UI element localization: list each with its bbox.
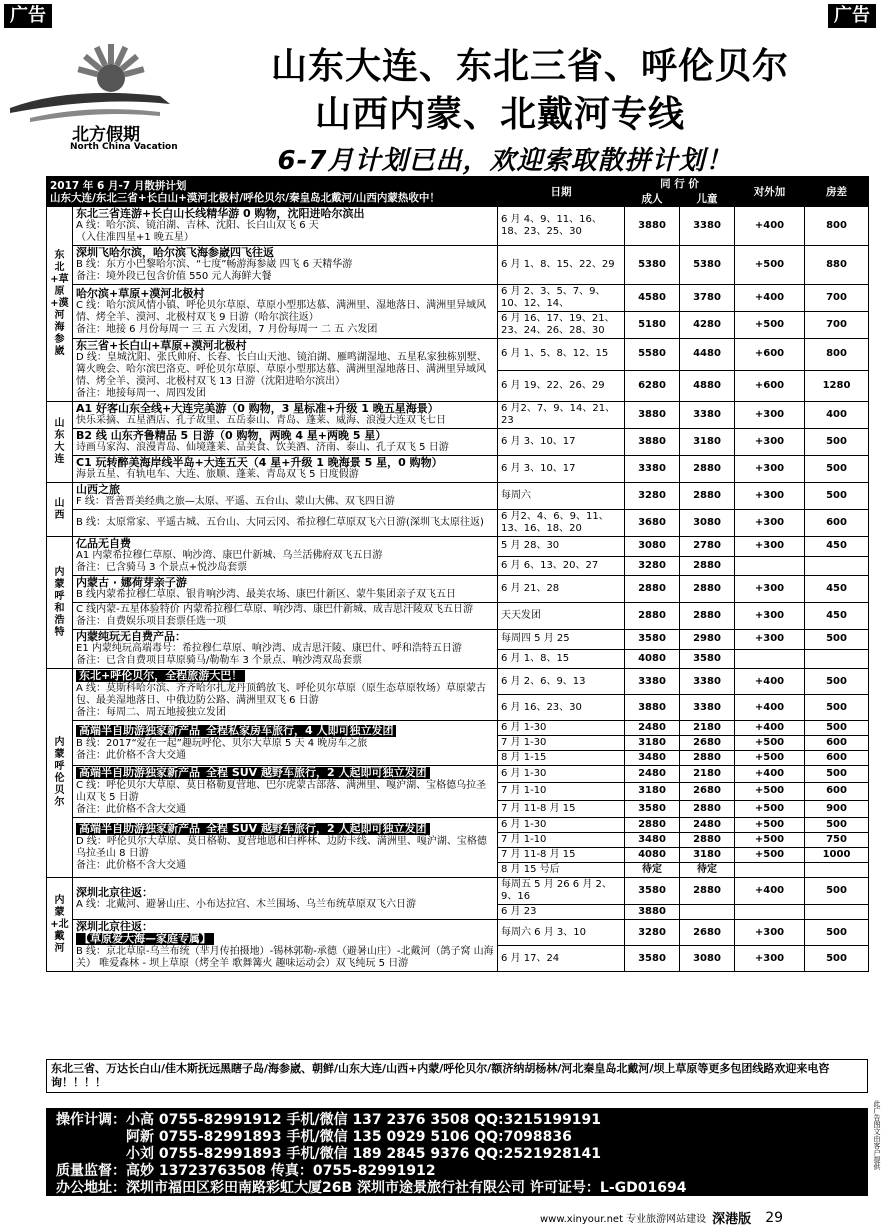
adult-price: 3380: [625, 456, 680, 483]
contact-block: [46, 1108, 868, 1196]
external-add: +500: [735, 751, 805, 766]
adult-price: 3480: [625, 833, 680, 848]
external-add: +400: [735, 721, 805, 736]
col-adult: 成人: [625, 192, 680, 207]
child-price: 3080: [680, 510, 735, 537]
table-row: [47, 207, 869, 246]
adult-price: 2880: [625, 603, 680, 630]
child-price: [680, 905, 735, 920]
route-desc: 快乐采摘、五星酒店、孔子故里、五岳泰山、青岛、蓬莱、威海、浪漫大连双飞七日: [76, 415, 446, 426]
adult-price: 5580: [625, 339, 680, 371]
child-price: 2680: [680, 920, 735, 946]
route-cell: [73, 339, 498, 402]
date-cell: 6 月2、7、9、14、21、23: [498, 402, 625, 429]
single-supp: 450: [805, 576, 869, 603]
child-price: 2180: [680, 721, 735, 736]
table-row: [47, 766, 869, 783]
table-row: [47, 429, 869, 456]
child-price: 2880: [680, 800, 735, 817]
single-supp: 450: [805, 537, 869, 557]
region-cell: 内蒙+北戴河: [47, 878, 73, 972]
single-supp: 500: [805, 878, 869, 905]
child-price: 2680: [680, 736, 735, 751]
date-cell: 7 月 1-10: [498, 783, 625, 800]
route-note: 备注：地接 6 月份每周一 三 五 六发团，7 月份每周一 二 五 六发团: [76, 323, 378, 335]
date-cell: 6 月 2、6、9、13: [498, 669, 625, 695]
date-cell: 6 月 1、8、15: [498, 649, 625, 669]
ad-label-right: 广告: [828, 4, 876, 28]
single-supp: 600: [805, 783, 869, 800]
col-external: 对外加: [735, 177, 805, 207]
child-price: 2880: [680, 751, 735, 766]
route-title: 内蒙纯玩无自费产品：: [76, 630, 186, 643]
logo-en: North China Vacation: [70, 142, 178, 152]
external-add: +400: [735, 766, 805, 783]
single-supp: [805, 649, 869, 669]
route-subtitle: 【草原爱大海—家庭专属】: [76, 933, 214, 945]
adult-price: 6280: [625, 370, 680, 402]
col-child: 儿童: [680, 192, 735, 207]
external-add: +400: [735, 669, 805, 695]
contact-line-4: 质量监督：高妙 13723763508 传真：0755-82991912: [56, 1163, 436, 1179]
adult-price: 3880: [625, 207, 680, 246]
route-desc: B 线内蒙希拉穆仁草原、银肯响沙湾、最美农场、康巴什新区、蒙牛集团亲子双飞五日: [76, 589, 457, 600]
date-cell: 6 月 1-30: [498, 721, 625, 736]
single-supp: 500: [805, 766, 869, 783]
table-row: [47, 603, 869, 630]
child-price: 2880: [680, 576, 735, 603]
adult-price: 3880: [625, 402, 680, 429]
external-add: +500: [735, 800, 805, 817]
external-add: +400: [735, 285, 805, 312]
child-price: 3180: [680, 848, 735, 863]
route-title: 高端半自助游独家新产品: [76, 767, 203, 779]
external-add: +500: [735, 833, 805, 848]
adult-price: 2480: [625, 766, 680, 783]
route-cell: [73, 878, 498, 920]
header-line1: 2017 年 6 月-7 月散拼计划: [50, 179, 187, 192]
date-cell: 每周四 5 月 25: [498, 630, 625, 650]
child-price: 2980: [680, 630, 735, 650]
route-title: 亿品无自费: [76, 537, 131, 550]
single-supp: 750: [805, 833, 869, 848]
child-price: 3380: [680, 402, 735, 429]
date-cell: 6 月 1-30: [498, 818, 625, 833]
adult-price: 3880: [625, 429, 680, 456]
route-cell: [73, 456, 498, 483]
route-title: 东北+呼伦贝尔，全程旅游大巴！: [76, 670, 245, 682]
date-cell: 8 月 1-15: [498, 751, 625, 766]
adult-price: 3280: [625, 920, 680, 946]
table-row: [47, 402, 869, 429]
external-add: [735, 649, 805, 669]
external-add: +400: [735, 207, 805, 246]
child-price: 2880: [680, 878, 735, 905]
route-subtitle: 全程 SUV 越野车旅行，2 人起即可独立发团: [203, 767, 430, 779]
single-supp: 700: [805, 285, 869, 312]
external-add: +300: [735, 576, 805, 603]
date-cell: 6 月 3、10、17: [498, 456, 625, 483]
table-row: [47, 878, 869, 905]
route-title: C1 玩转醉美海岸线半岛+大连五天（4 星+升级 1 晚海景 5 星，0 购物）: [76, 456, 443, 469]
region-cell: 内蒙 呼伦贝尔: [47, 669, 73, 878]
route-title: 深圳北京往返：: [76, 920, 153, 933]
single-supp: [805, 905, 869, 920]
adult-price: 2880: [625, 818, 680, 833]
site-link[interactable]: www.xinyour.net 专业旅游网站建设: [540, 1214, 707, 1225]
adult-price: 3580: [625, 800, 680, 817]
child-price: 2180: [680, 766, 735, 783]
external-add: +300: [735, 603, 805, 630]
bottom-bar: [540, 1208, 783, 1227]
adult-price: 5380: [625, 246, 680, 285]
single-supp: 500: [805, 456, 869, 483]
adult-price: 3080: [625, 537, 680, 557]
route-desc: 海景五星、有轨电车、大连、旅顺、蓬莱、青岛双飞 5 日度假游: [76, 469, 359, 480]
child-price: 3380: [680, 669, 735, 695]
adult-price: 4080: [625, 848, 680, 863]
route-desc: D 线：呼伦贝尔大草原、莫日格勒、夏营地恩和白桦林、边防卡线、满洲里、嘎沪湖、宝格德乌拉圣山 8 日游: [76, 836, 487, 859]
route-cell: [73, 246, 498, 285]
route-note: 备注：此价格不含大交通: [76, 749, 186, 761]
date-cell: 6 月 16、17、19、21、23、24、26、28、30: [498, 312, 625, 339]
route-title: 东北三省连游+长白山长线精华游 0 购物，沈阳进哈尔滨出: [76, 207, 365, 220]
adult-price: 待定: [625, 863, 680, 878]
table-header-title: [47, 177, 498, 207]
date-cell: 7 月 1-30: [498, 736, 625, 751]
adult-price: 4580: [625, 285, 680, 312]
route-cell: [73, 510, 498, 537]
child-price: 2880: [680, 456, 735, 483]
adult-price: 4080: [625, 649, 680, 669]
date-cell: 每周六: [498, 483, 625, 510]
adult-price: 3580: [625, 878, 680, 905]
child-price: 2880: [680, 603, 735, 630]
route-title: 高端半自助游独家新产品: [76, 823, 203, 835]
route-subtitle: 全程 SUV 越野车旅行，2 人起即可独立发团: [203, 823, 430, 835]
single-supp: 800: [805, 207, 869, 246]
route-cell: [73, 603, 498, 630]
table-row: [47, 483, 869, 510]
adult-price: 3380: [625, 669, 680, 695]
route-cell: [73, 402, 498, 429]
external-add: +500: [735, 246, 805, 285]
table-row: [47, 920, 869, 946]
route-cell: [73, 669, 498, 721]
route-desc: E1 内蒙纯玩高端毒号：希拉穆仁草原、响沙湾、成吉思汗陵、康巴什、呼和浩特五日游: [76, 643, 462, 654]
single-supp: 600: [805, 510, 869, 537]
child-price: 3580: [680, 649, 735, 669]
contact-line-5: 办公地址：深圳市福田区彩田南路彩虹大厦26B 深圳市途景旅行社有限公司 许可证号：L-GD01694: [56, 1180, 687, 1196]
adult-price: 3180: [625, 783, 680, 800]
region-cell: 山东大连: [47, 402, 73, 483]
table-row: [47, 818, 869, 833]
route-title: A1 好客山东全线+大连完美游（0 购物，3 星标准+升级 1 晚五星海景）: [76, 402, 439, 415]
route-desc: A 线：莫斯科哈尔滨、齐齐哈尔扎龙丹顶鹤放飞、呼伦贝尔草原（原生态草原牧场）草原蒙古包、最美湿地落日、中俄边防公路、满洲里双飞 6 日游: [76, 683, 487, 706]
date-cell: 7 月 1-10: [498, 833, 625, 848]
date-cell: 6 月 23: [498, 905, 625, 920]
external-add: +300: [735, 483, 805, 510]
adult-price: 3880: [625, 695, 680, 721]
child-price: 3180: [680, 429, 735, 456]
side-note: 此广告图文由客户提供: [873, 1100, 881, 1170]
child-price: 2680: [680, 783, 735, 800]
route-cell: [73, 576, 498, 603]
single-supp: 500: [805, 818, 869, 833]
table-row: [47, 630, 869, 650]
single-supp: 600: [805, 751, 869, 766]
col-single: 房差: [805, 177, 869, 207]
route-cell: [73, 537, 498, 576]
adult-price: 5180: [625, 312, 680, 339]
contact-line-3: 小刘 0755-82991893 手机/微信 189 2845 9376 QQ:2521928141: [126, 1146, 602, 1162]
child-price: 3380: [680, 695, 735, 721]
single-supp: [805, 556, 869, 576]
page-number: 29: [765, 1209, 784, 1226]
single-supp: 800: [805, 339, 869, 371]
single-supp: 500: [805, 721, 869, 736]
child-price: 3380: [680, 207, 735, 246]
child-price: 2880: [680, 556, 735, 576]
route-subtitle: 全程私家房车旅行，4 人即可独立发团: [203, 725, 396, 737]
table-row: [47, 510, 869, 537]
external-add: +600: [735, 339, 805, 371]
date-cell: 6 月 1-30: [498, 766, 625, 783]
col-dates: 日期: [498, 177, 625, 207]
external-add: +300: [735, 402, 805, 429]
route-desc: B 线：京北草原-乌兰布统（芈月传拍摄地）-锡林郭勒-承德（避暑山庄）-北戴河（鸽子窝 山海关） 唯爱森林 - 坝上草原（烤全羊 歌舞篝火 趣味运动会）双飞纯玩 5 日游: [76, 946, 494, 969]
single-supp: 880: [805, 246, 869, 285]
footer-note: 东北三省、万达长白山/佳木斯抚远黑瞎子岛/海参崴、朝鲜/山东大连/山西+内蒙/呼伦贝尔/额济纳胡杨林/河北秦皇岛北戴河/坝上草原等更多包团线路欢迎来电咨询！！！！: [46, 1059, 868, 1093]
route-note: 备注：自费娱乐项目套票任选一项: [76, 616, 226, 627]
headline-3: 6-7月计划已出，欢迎索取散拼计划！: [277, 146, 733, 176]
tour-table: [46, 176, 869, 972]
date-cell: 6 月 19、22、26、29: [498, 370, 625, 402]
contact-line-1: 操作计调：小高 0755-82991912 手机/微信 137 2376 3508 QQ:3215199191: [56, 1112, 602, 1128]
adult-price: 3280: [625, 483, 680, 510]
table-row: [47, 456, 869, 483]
table-row: [47, 721, 869, 736]
route-title: B2 线 山东齐鲁精品 5 日游（0 购物，两晚 4 星+两晚 5 星）: [76, 429, 387, 442]
single-supp: 450: [805, 603, 869, 630]
headline-2: 山西内蒙、北戴河专线: [314, 94, 685, 135]
child-price: 4880: [680, 370, 735, 402]
route-desc: C 线内蒙-五星体验特价 内蒙希拉穆仁草原、响沙湾、康巴什新城、成吉思汗陵双飞五日游: [76, 604, 473, 615]
external-add: +500: [735, 848, 805, 863]
adult-price: 3280: [625, 556, 680, 576]
adult-price: 3880: [625, 905, 680, 920]
date-cell: 8 月 15 号后: [498, 863, 625, 878]
route-cell: [73, 630, 498, 669]
single-supp: 600: [805, 736, 869, 751]
external-add: +300: [735, 920, 805, 946]
adult-price: 3580: [625, 630, 680, 650]
route-title: 高端半自助游独家新产品: [76, 725, 203, 737]
route-cell: [73, 429, 498, 456]
external-add: +500: [735, 736, 805, 751]
date-cell: 7 月 11-8 月 15: [498, 800, 625, 817]
child-price: 2780: [680, 537, 735, 557]
table-row: [47, 537, 869, 557]
headline-1: 山东大连、东北三省、呼伦贝尔: [270, 46, 789, 87]
adult-price: 3680: [625, 510, 680, 537]
external-add: +300: [735, 429, 805, 456]
single-supp: 500: [805, 630, 869, 650]
child-price: 3080: [680, 946, 735, 972]
date-cell: 6 月 4、9、11、16、18、23、25、30: [498, 207, 625, 246]
single-supp: 1280: [805, 370, 869, 402]
external-add: +500: [735, 783, 805, 800]
date-cell: 7 月 11-8 月 15: [498, 848, 625, 863]
external-add: +300: [735, 456, 805, 483]
single-supp: 500: [805, 483, 869, 510]
ad-label-left: 广告: [4, 4, 52, 28]
contact-line-2: 阿新 0755-82991893 手机/微信 135 0929 5106 QQ:7098836: [126, 1129, 572, 1145]
route-desc: C 线：哈尔滨风情小镇、呼伦贝尔草原、草原小型那达慕、满洲里、湿地落日、满洲里异域风情、烤全羊、漠河、北极村双飞 9 日游（哈尔滨往返）: [76, 299, 487, 323]
child-price: 5380: [680, 246, 735, 285]
external-add: +300: [735, 537, 805, 557]
logo-sun-icon: [10, 38, 180, 128]
route-title: 东三省+长白山+草原+漠河北极村: [76, 339, 247, 352]
single-supp: 500: [805, 669, 869, 695]
table-row: [47, 576, 869, 603]
adult-price: 3580: [625, 946, 680, 972]
route-cell: [73, 207, 498, 246]
route-desc: D 线：皇城沈阳、张氏帅府、长春、长白山天池、镜泊湖、雁鸣湖湿地、五星私家独栋别墅、篝火晚会、哈尔滨巴洛克、呼伦贝尔草原、草原小型那达慕、满洲里湿地落日、满洲里异域风情、烤全羊、漠河、北极村双飞 13 日游（沈阳进哈尔滨出）: [76, 352, 487, 387]
table-row: [47, 669, 869, 695]
route-note: 备注：境外段已包含价值 550 元人海鲜大餐: [76, 271, 272, 282]
external-add: +400: [735, 695, 805, 721]
route-note: （入住准四星+1 晚五星）: [76, 232, 194, 243]
col-tongye: 同 行 价: [625, 177, 735, 192]
external-add: +500: [735, 312, 805, 339]
single-supp: 500: [805, 946, 869, 972]
child-price: 3780: [680, 285, 735, 312]
route-note: 备注：地接每周一、周四发团: [76, 388, 206, 399]
adult-price: 2880: [625, 576, 680, 603]
route-desc: F 线：晋善晋美经典之旅—太原、平遥、五台山、蒙山大佛、双飞四日游: [76, 496, 395, 507]
route-desc: 诗画马家沟、浪漫青岛、仙境蓬莱、品美食、饮美酒、济南、泰山、孔子双飞 5 日游: [76, 442, 449, 453]
route-desc: B 线：2017“爱在一起”趣玩呼伦、贝尔大草原 5 天 4 晚房车之旅: [76, 737, 368, 749]
route-title: 内蒙古 · 娜荷芽亲子游: [76, 576, 187, 589]
route-title: 深圳飞哈尔滨，哈尔滨飞海参崴四飞往返: [76, 246, 274, 259]
date-cell: 6 月 1、5、8、12、15: [498, 339, 625, 371]
table-row: [47, 339, 869, 371]
child-price: 2480: [680, 818, 735, 833]
child-price: 4480: [680, 339, 735, 371]
external-add: +300: [735, 630, 805, 650]
single-supp: 700: [805, 312, 869, 339]
route-cell: [73, 285, 498, 339]
date-cell: 6 月 6、13、20、27: [498, 556, 625, 576]
adult-price: 2480: [625, 721, 680, 736]
single-supp: 1000: [805, 848, 869, 863]
date-cell: 每周五 5 月 26 6 月 2、9、16: [498, 878, 625, 905]
route-desc: B 线：东方小巴黎哈尔滨、“七度”畅游海参崴 四飞 6 天精华游: [76, 259, 353, 270]
date-cell: 5 月 28、30: [498, 537, 625, 557]
single-supp: 400: [805, 402, 869, 429]
route-title: 山西之旅: [76, 483, 120, 496]
date-cell: 6 月 17、24: [498, 946, 625, 972]
route-cell: [73, 920, 498, 972]
date-cell: 每周六 6 月 3、10: [498, 920, 625, 946]
external-add: +600: [735, 370, 805, 402]
route-note: 备注：已含自费项目草原骑马/勒勒车 3 个景点、响沙湾双岛套票: [76, 655, 363, 666]
route-desc: B 线：太原常家、平遥古城、五台山、大同云冈、希拉穆仁草原双飞六日游(深圳飞太原往返): [76, 517, 484, 528]
single-supp: 500: [805, 920, 869, 946]
date-cell: 6 月 2、3、5、7、9、10、12、14、: [498, 285, 625, 312]
single-supp: [805, 863, 869, 878]
region-cell: 东北+草原+漠河 海参崴: [47, 207, 73, 402]
child-price: 待定: [680, 863, 735, 878]
route-cell: [73, 721, 498, 766]
single-supp: 500: [805, 695, 869, 721]
route-desc: A1 内蒙希拉穆仁草原、响沙湾、康巴什新城、乌兰活佛府双飞五日游: [76, 550, 383, 561]
external-add: [735, 863, 805, 878]
route-desc: A 线：北戴河、避暑山庄、小布达拉宫、木兰围场、乌兰布统草原双飞六日游: [76, 898, 417, 910]
logo-brand: 北方假期: [72, 125, 140, 145]
external-add: +500: [735, 818, 805, 833]
route-note: 备注：已含骑马 3 个景点+悦沙岛套票: [76, 562, 248, 573]
date-cell: 天天发团: [498, 603, 625, 630]
header-line2: 山东大连/东北三省+长白山+漠河北极村/呼伦贝尔/秦皇岛北戴河/山西内蒙热收中！: [50, 191, 440, 204]
route-cell: [73, 818, 498, 878]
date-cell: 6 月 21、28: [498, 576, 625, 603]
route-desc: C 线：呼伦贝尔大草原、莫日格勒夏营地、巴尔虎蒙古部落、满洲里、嘎沪湖、宝格德乌拉圣山双飞 5 日游: [76, 780, 487, 803]
route-title: 哈尔滨+草原+漠河北极村: [76, 286, 205, 300]
route-note: 备注：此价格不含大交通: [76, 860, 186, 871]
child-price: 2880: [680, 483, 735, 510]
external-add: +400: [735, 878, 805, 905]
table-row: [47, 246, 869, 285]
logo: [10, 38, 180, 163]
edition-badge: 深港版: [712, 1212, 752, 1227]
route-note: 备注：此价格不含大交通: [76, 804, 186, 815]
table-row: [47, 285, 869, 312]
route-title: 深圳北京往返：: [76, 885, 153, 899]
route-cell: [73, 766, 498, 818]
child-price: 2880: [680, 833, 735, 848]
external-add: +300: [735, 510, 805, 537]
external-add: [735, 556, 805, 576]
child-price: 4280: [680, 312, 735, 339]
route-cell: [73, 483, 498, 510]
region-cell: 内蒙 呼和浩特: [47, 537, 73, 669]
external-add: +300: [735, 946, 805, 972]
external-add: [735, 905, 805, 920]
adult-price: 3480: [625, 751, 680, 766]
date-cell: 6 月 1、8、15、22、29: [498, 246, 625, 285]
route-note: 备注：每周二、周五地接独立发团: [76, 707, 226, 718]
region-cell: 山西: [47, 483, 73, 537]
single-supp: 900: [805, 800, 869, 817]
date-cell: 6 月 16、23、30: [498, 695, 625, 721]
single-supp: 500: [805, 429, 869, 456]
date-cell: 6 月2、4、6、9、11、13、16、18、20: [498, 510, 625, 537]
date-cell: 6 月 3、10、17: [498, 429, 625, 456]
route-desc: A 线：哈尔滨、镜泊湖、吉林、沈阳、长白山双飞 6 天: [76, 220, 319, 231]
adult-price: 3180: [625, 736, 680, 751]
